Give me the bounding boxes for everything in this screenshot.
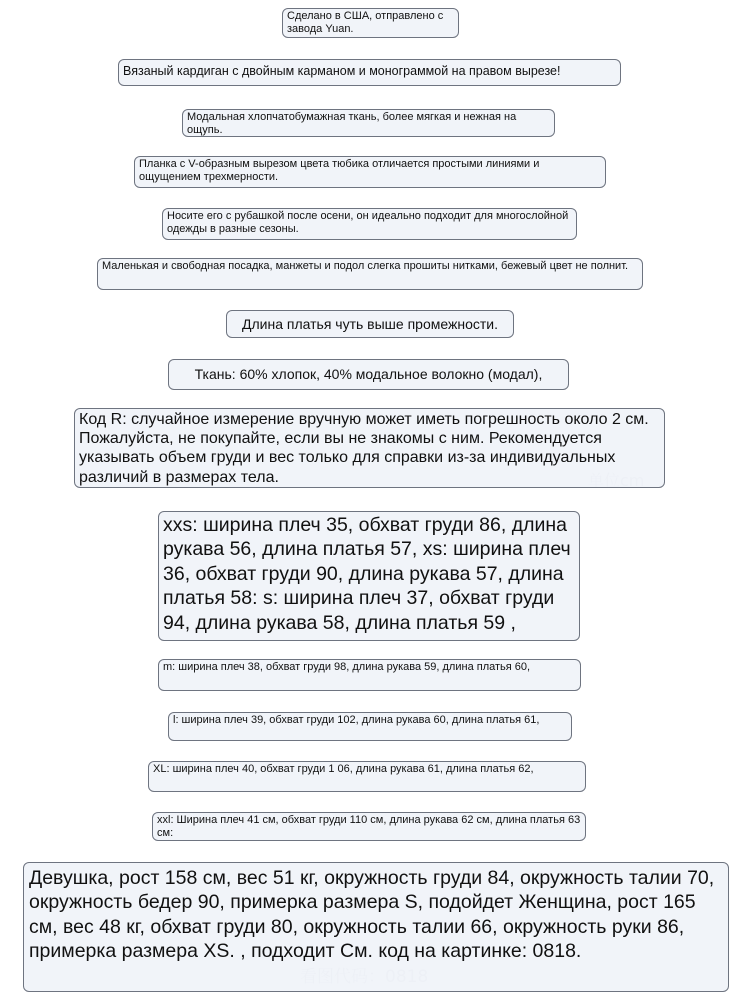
text-block-model-fit: Девушка, рост 158 см, вес 51 кг, окружность груди 84, окружность талии 70, окружность бедер 90, примерка размера S, подойдет Женщина, рост 165 см, вес 48 кг, обхват груди 80, окружность талии 66, окружность руки 86, примерка размера XS. , подходит См. код на картинке: 0818.: [23, 862, 729, 992]
text-block-size-m: m: ширина плеч 38, обхват груди 98, длина рукава 59, длина платья 60,: [158, 659, 581, 691]
text-block-sizes-xxs-xs-s: xxs: ширина плеч 35, обхват груди 86, длина рукава 56, длина платья 57, xs: ширина плеч 36, обхват груди 90, длина рукава 57, длина платья 58: s: ширина плеч 37, обхват груди 94, длина рукава 58, длина платья 59 ,: [158, 511, 580, 641]
text-block-measurement-note: Код R: случайное измерение вручную может иметь погрешность около 2 см. Пожалуйста, не покупайте, если вы не знакомы с ним. Рекомендуется указывать объем груди и вес только для справки из-за индивидуальных различий в размерах тела.: [74, 408, 665, 488]
text-block-small-loose-fit: Маленькая и свободная посадка, манжеты и подол слегка прошиты нитками, бежевый цвет не полнит.: [97, 258, 643, 290]
text-block-size-xxl: xxl: Ширина плеч 41 см, обхват груди 110 см, длина рукава 62 см, длина платья 63 см:: [152, 812, 586, 841]
text-block-knitted-cardigan: Вязаный кардиган с двойным карманом и монограммой на правом вырезе!: [118, 59, 621, 86]
text-block-modal-fabric: Модальная хлопчатобумажная ткань, более мягкая и нежная на ощупь.: [182, 109, 555, 137]
text-block-v-neck-placket: Планка с V-образным вырезом цвета тюбика отличается простыми линиями и ощущением трехмерности.: [134, 156, 606, 188]
text-block-fabric-composition: Ткань: 60% хлопок, 40% модальное волокно (модал),: [168, 359, 569, 390]
text-block-wear-with-shirt: Носите его с рубашкой после осени, он идеально подходит для многослойной одежды в разные сезоны.: [162, 208, 577, 240]
text-block-dress-length: Длина платья чуть выше промежности.: [226, 310, 514, 338]
text-block-made-in-usa: Сделано в США, отправлено с завода Yuan.: [282, 8, 459, 38]
text-block-size-xl: XL: ширина плеч 40, обхват груди 1 06, длина рукава 61, длина платья 62,: [148, 761, 586, 792]
text-block-size-l: l: ширина плеч 39, обхват груди 102, длина рукава 60, длина платья 61,: [168, 712, 572, 741]
